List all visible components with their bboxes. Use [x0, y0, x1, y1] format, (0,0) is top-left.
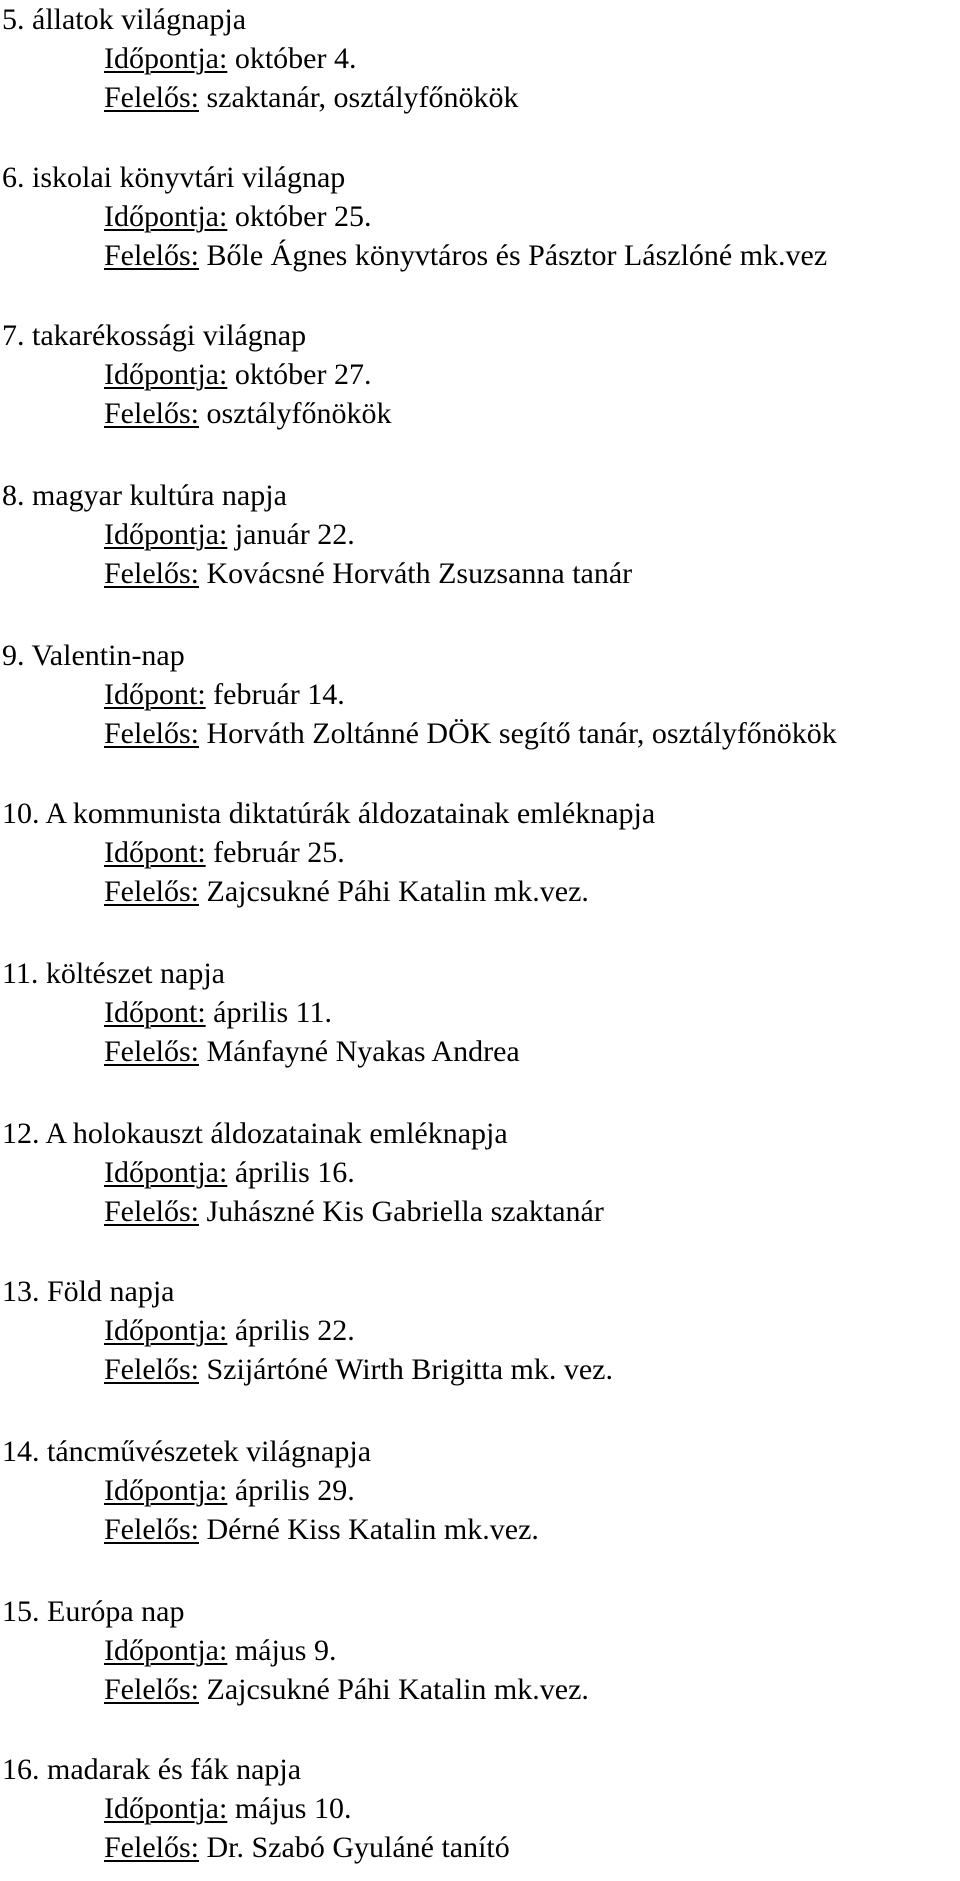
event-title: állatok világnapja: [32, 3, 247, 36]
event-responsible-line: [0, 1510, 960, 1549]
date-value: április 16.: [234, 1156, 355, 1189]
date-value: április 29.: [234, 1474, 355, 1507]
date-value: május 9.: [234, 1634, 337, 1667]
event-responsible-line: [0, 236, 960, 275]
event-entry: [0, 1272, 960, 1389]
event-responsible-line: [0, 872, 960, 911]
date-value: október 25.: [234, 200, 372, 233]
event-title: iskolai könyvtári világnap: [32, 161, 346, 194]
event-title: táncművészetek világnapja: [47, 1435, 372, 1468]
event-number: 11.: [2, 957, 39, 990]
responsible-label: Felelős:: [104, 1195, 199, 1228]
event-date-line: [0, 1471, 960, 1510]
event-entry: [0, 794, 960, 911]
date-value: február 14.: [213, 678, 345, 711]
event-entry: [0, 158, 960, 275]
event-title-line: [0, 476, 960, 515]
event-date-line: [0, 39, 960, 78]
responsible-label: Felelős:: [104, 1673, 199, 1706]
event-number: 10.: [2, 797, 40, 830]
responsible-value: Juhászné Kis Gabriella szaktanár: [206, 1195, 604, 1228]
event-responsible-line: [0, 1350, 960, 1389]
event-date-line: [0, 197, 960, 236]
event-title-line: [0, 1432, 960, 1471]
event-title: költészet napja: [45, 957, 225, 990]
event-title-line: [0, 636, 960, 675]
event-title-line: [0, 1750, 960, 1789]
date-label: Időpontja:: [104, 1156, 228, 1189]
event-title-line: [0, 316, 960, 355]
event-entry: [0, 316, 960, 433]
date-value: április 22.: [234, 1314, 355, 1347]
event-entry: [0, 1592, 960, 1709]
event-date-line: [0, 993, 960, 1032]
date-value: október 27.: [234, 358, 372, 391]
event-number: 15.: [2, 1595, 40, 1628]
responsible-label: Felelős:: [104, 239, 199, 272]
responsible-value: Zajcsukné Páhi Katalin mk.vez.: [206, 875, 589, 908]
date-label: Időpontja:: [104, 1634, 228, 1667]
event-number: 7.: [2, 319, 25, 352]
event-entry: [0, 954, 960, 1071]
event-responsible-line: [0, 394, 960, 433]
event-title: takarékossági világnap: [32, 319, 307, 352]
event-date-line: [0, 355, 960, 394]
event-number: 9.: [2, 639, 25, 672]
responsible-value: Szijártóné Wirth Brigitta mk. vez.: [206, 1353, 613, 1386]
event-date-line: [0, 833, 960, 872]
event-entry: [0, 1750, 960, 1867]
event-title: magyar kultúra napja: [32, 479, 287, 512]
event-title: A kommunista diktatúrák áldozatainak emléknapja: [45, 797, 656, 830]
date-label: Időpontja:: [104, 358, 228, 391]
responsible-value: osztályfőnökök: [206, 397, 392, 430]
event-title-line: [0, 954, 960, 993]
event-title: Föld napja: [47, 1275, 175, 1308]
date-label: Időpont:: [104, 996, 206, 1029]
event-responsible-line: [0, 714, 960, 753]
responsible-label: Felelős:: [104, 557, 199, 590]
responsible-value: Zajcsukné Páhi Katalin mk.vez.: [206, 1673, 589, 1706]
event-date-line: [0, 1311, 960, 1350]
responsible-value: Horváth Zoltánné DÖK segítő tanár, osztályfőnökök: [206, 717, 837, 750]
date-label: Időpontja:: [104, 200, 228, 233]
responsible-value: szaktanár, osztályfőnökök: [206, 81, 519, 114]
event-responsible-line: [0, 1032, 960, 1071]
responsible-value: Mánfayné Nyakas Andrea: [206, 1035, 520, 1068]
date-value: április 11.: [213, 996, 333, 1029]
date-label: Időpontja:: [104, 1792, 228, 1825]
event-title: madarak és fák napja: [47, 1753, 302, 1786]
date-value: február 25.: [213, 836, 345, 869]
event-title-line: [0, 1272, 960, 1311]
event-title: A holokauszt áldozatainak emléknapja: [45, 1117, 508, 1150]
date-label: Időpontja:: [104, 518, 228, 551]
event-title-line: [0, 158, 960, 197]
responsible-label: Felelős:: [104, 875, 199, 908]
event-entry: [0, 0, 960, 117]
event-title-line: [0, 0, 960, 39]
responsible-value: Dr. Szabó Gyuláné tanító: [206, 1831, 510, 1864]
date-label: Időpont:: [104, 836, 206, 869]
responsible-label: Felelős:: [104, 1831, 199, 1864]
event-responsible-line: [0, 554, 960, 593]
date-label: Időpont:: [104, 678, 206, 711]
responsible-value: Kovácsné Horváth Zsuzsanna tanár: [206, 557, 633, 590]
event-number: 8.: [2, 479, 25, 512]
date-label: Időpontja:: [104, 42, 228, 75]
event-responsible-line: [0, 1828, 960, 1867]
event-number: 5.: [2, 3, 25, 36]
event-title-line: [0, 1592, 960, 1631]
responsible-label: Felelős:: [104, 1513, 199, 1546]
date-value: május 10.: [234, 1792, 352, 1825]
event-responsible-line: [0, 1192, 960, 1231]
event-entry: [0, 1432, 960, 1549]
responsible-label: Felelős:: [104, 397, 199, 430]
date-label: Időpontja:: [104, 1474, 228, 1507]
event-number: 12.: [2, 1117, 40, 1150]
event-title-line: [0, 794, 960, 833]
date-value: október 4.: [234, 42, 357, 75]
event-responsible-line: [0, 1670, 960, 1709]
event-title: Európa nap: [47, 1595, 185, 1628]
responsible-label: Felelős:: [104, 1353, 199, 1386]
event-entry: [0, 476, 960, 593]
event-responsible-line: [0, 78, 960, 117]
responsible-label: Felelős:: [104, 1035, 199, 1068]
responsible-label: Felelős:: [104, 81, 199, 114]
event-date-line: [0, 675, 960, 714]
event-date-line: [0, 1153, 960, 1192]
event-number: 16.: [2, 1753, 40, 1786]
event-entry: [0, 1114, 960, 1231]
event-title-line: [0, 1114, 960, 1153]
event-date-line: [0, 1789, 960, 1828]
event-date-line: [0, 1631, 960, 1670]
event-date-line: [0, 515, 960, 554]
event-number: 14.: [2, 1435, 40, 1468]
event-number: 6.: [2, 161, 25, 194]
event-entry: [0, 636, 960, 753]
responsible-value: Dérné Kiss Katalin mk.vez.: [206, 1513, 539, 1546]
event-number: 13.: [2, 1275, 40, 1308]
responsible-value: Bőle Ágnes könyvtáros és Pásztor Lászlóné mk.vez: [206, 239, 828, 272]
date-label: Időpontja:: [104, 1314, 228, 1347]
responsible-label: Felelős:: [104, 717, 199, 750]
date-value: január 22.: [234, 518, 355, 551]
event-title: Valentin-nap: [31, 639, 185, 672]
